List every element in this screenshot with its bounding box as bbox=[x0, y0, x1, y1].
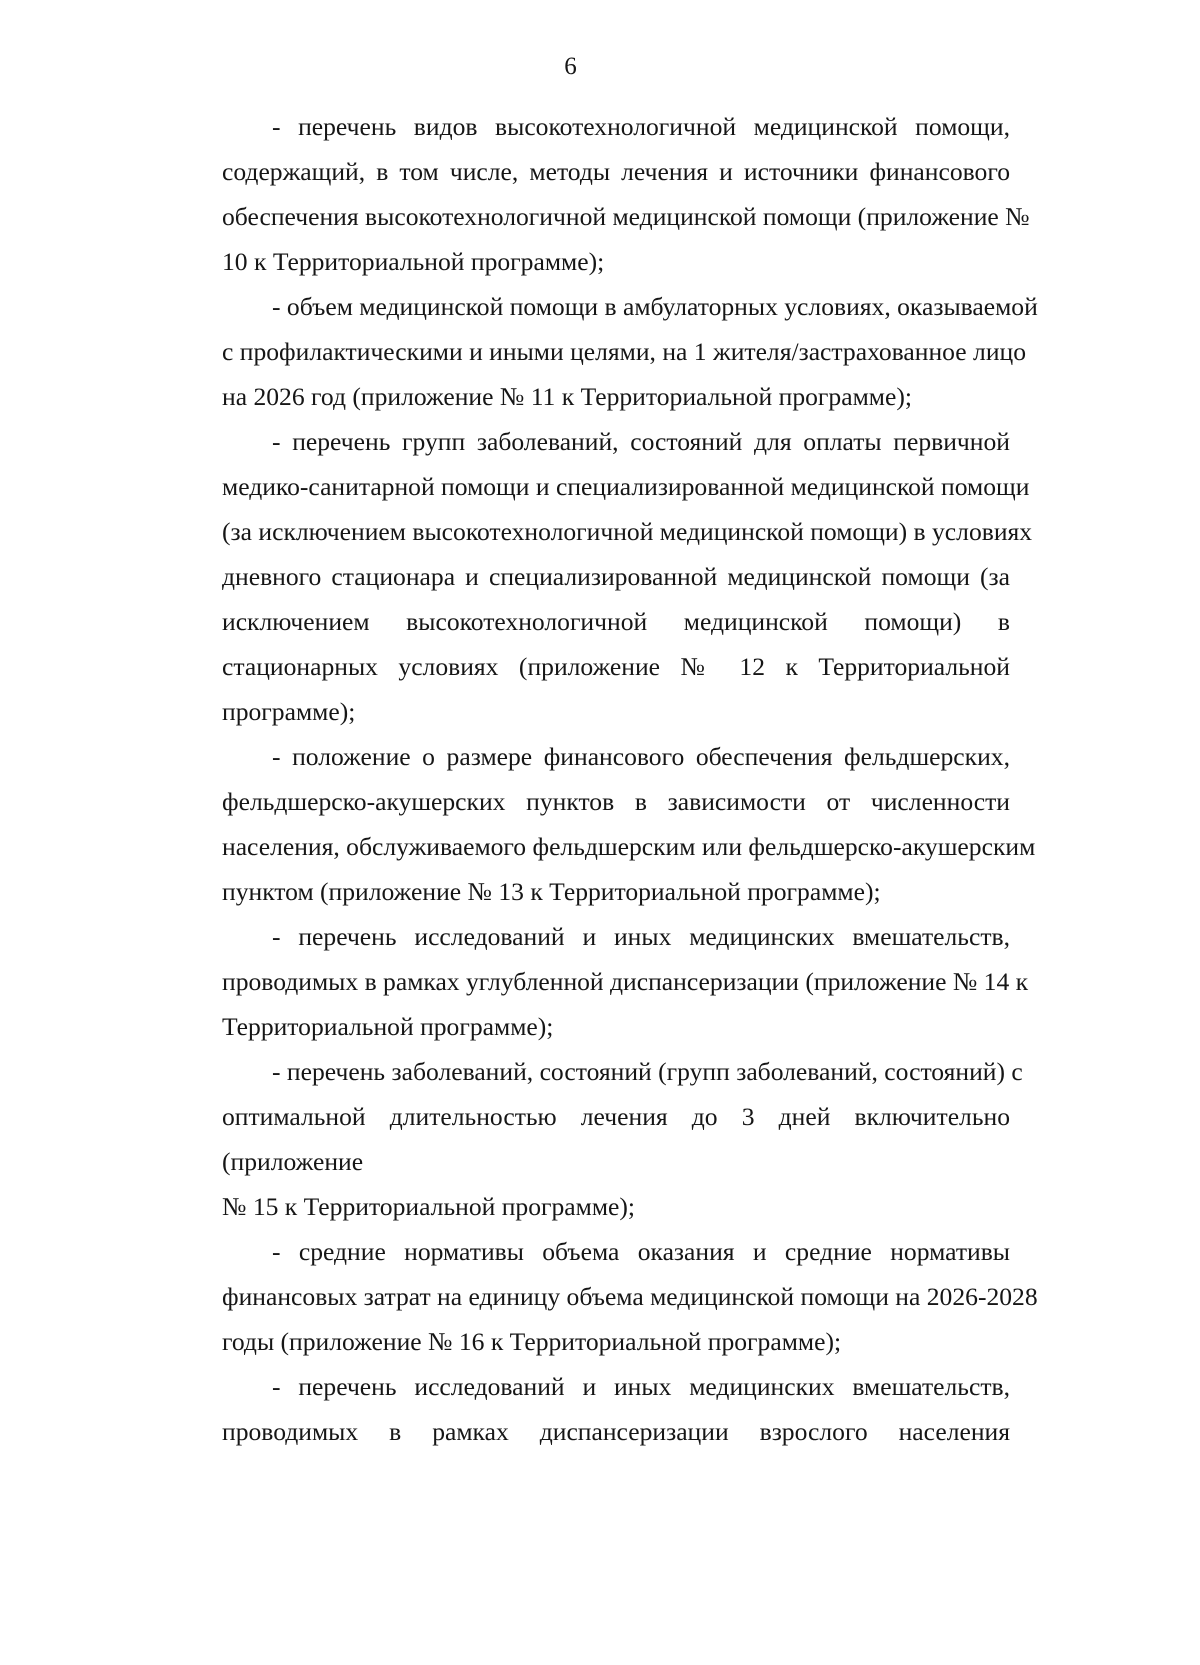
text-line: - объем медицинской помощи в амбулаторных условиях, оказываемой bbox=[272, 292, 1038, 321]
text-line: - перечень групп заболеваний, состояний для оплаты первичной bbox=[272, 427, 1010, 456]
text-line: стационарных условиях (приложение № 12 к Территориальной bbox=[222, 652, 1010, 681]
text-line: Территориальной программе); bbox=[222, 1012, 554, 1041]
text-line: на 2026 год (приложение № 11 к Территориальной программе); bbox=[222, 382, 912, 411]
text-line: медико-санитарной помощи и специализированной медицинской помощи bbox=[222, 472, 1030, 501]
text-line: (приложение bbox=[222, 1147, 364, 1176]
text-line: дневного стационара и специализированной медицинской помощи (за bbox=[222, 562, 1010, 591]
paragraph-average-norms bbox=[172, 1229, 1038, 1364]
text-line: финансовых затрат на единицу объема медицинской помощи на 2026-2028 bbox=[222, 1282, 1038, 1311]
paragraph-hmp-list bbox=[172, 104, 1030, 284]
text-line: - перечень заболеваний, состояний (групп заболеваний, состояний) с bbox=[272, 1057, 1023, 1086]
text-line: - перечень видов высокотехнологичной медицинской помощи, bbox=[272, 112, 1010, 141]
text-line: содержащий, в том числе, методы лечения и источники финансового bbox=[222, 157, 1010, 186]
text-line: программе); bbox=[222, 697, 356, 726]
text-line: - перечень исследований и иных медицинских вмешательств, bbox=[272, 922, 1010, 951]
text-line: обеспечения высокотехнологичной медицинской помощи (приложение № bbox=[222, 202, 1030, 231]
paragraph-adult-dispensary bbox=[172, 1364, 1010, 1454]
paragraph-feldsher-funding bbox=[172, 734, 1036, 914]
page-number: 6 bbox=[564, 53, 577, 80]
paragraph-short-treatment bbox=[172, 1049, 1023, 1229]
text-line: пунктом (приложение № 13 к Территориальной программе); bbox=[222, 877, 881, 906]
document-body bbox=[172, 104, 1038, 1454]
paragraph-ambulatory-volume bbox=[172, 284, 1038, 419]
text-line: - перечень исследований и иных медицинских вмешательств, bbox=[272, 1372, 1010, 1401]
text-line: фельдшерско-акушерских пунктов в зависимости от численности bbox=[222, 787, 1010, 816]
text-line: населения, обслуживаемого фельдшерским или фельдшерско-акушерским bbox=[222, 832, 1036, 861]
text-line: годы (приложение № 16 к Территориальной программе); bbox=[222, 1327, 842, 1356]
paragraph-deep-dispensary bbox=[172, 914, 1029, 1049]
paragraph-disease-groups bbox=[172, 419, 1033, 734]
text-line: - средние нормативы объема оказания и средние нормативы bbox=[272, 1237, 1010, 1266]
text-line: проводимых в рамках диспансеризации взрослого населения bbox=[222, 1417, 1010, 1446]
text-line: оптимальной длительностью лечения до 3 дней включительно bbox=[222, 1102, 1010, 1131]
text-line: исключением высокотехнологичной медицинской помощи) в bbox=[222, 607, 1010, 636]
text-line: проводимых в рамках углубленной диспансеризации (приложение № 14 к bbox=[222, 967, 1029, 996]
text-line: 10 к Территориальной программе); bbox=[222, 247, 605, 276]
text-line: № 15 к Территориальной программе); bbox=[222, 1192, 636, 1221]
text-line: - положение о размере финансового обеспечения фельдшерских, bbox=[272, 742, 1010, 771]
text-line: (за исключением высокотехнологичной медицинской помощи) в условиях bbox=[222, 517, 1033, 546]
text-line: с профилактическими и иными целями, на 1 жителя/застрахованное лицо bbox=[222, 337, 1027, 366]
